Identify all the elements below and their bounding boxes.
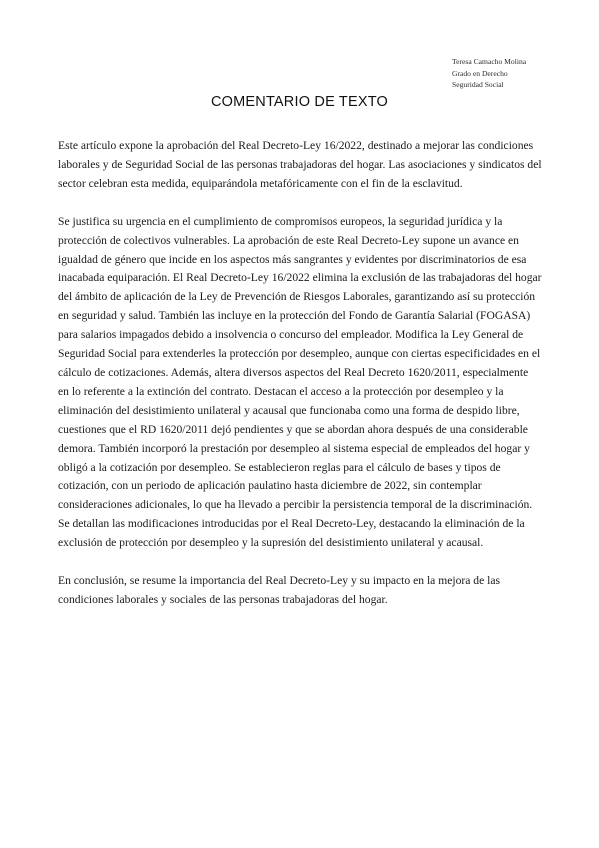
- subject-name: Seguridad Social: [452, 80, 504, 89]
- paragraph-intro: Este artículo expone la aprobación del Real Decreto-Ley 16/2022, destinado a mejorar las condiciones laborales y de Seguridad Social de las personas trabajadoras del hogar. Las asociaciones y sindicatos del sector celebran esta medida, equiparándola metafóricamente con el fin de la esclavitud.: [58, 139, 542, 190]
- author-name: Teresa Camacho Molina: [452, 57, 527, 66]
- paragraph-conclusion: En conclusión, se resume la importancia del Real Decreto-Ley y su impacto en la mejora de las condiciones laborales y sociales de las personas trabajadoras del hogar.: [58, 574, 501, 606]
- paragraph-main: Se justifica su urgencia en el cumplimiento de compromisos europeos, la seguridad jurídica y la protección de colectivos vulnerables. La aprobación de este Real Decreto-Ley supone un avance en igualdad de género que incide en los aspectos más sangrantes y evidentes por discriminatorios de esa inacabada equiparación. El Real Decreto-Ley 16/2022 elimina la exclusión de las trabajadoras del hogar del ámbito de aplicación de la Ley de Prevención de Riesgos Laborales, garantizando así su protección en seguridad y salud. También las incluye en la protección del Fondo de Garantía Salarial (FOGASA) para salarios impagados debido a insolvencia o concurso del empleador. Modifica la Ley General de Seguridad Social para extenderles la protección por desempleo, aunque con ciertas especificidades en el cálculo de cotizaciones. Además, altera diversos aspectos del Real Decreto 1620/2011, especialmente en lo referente a la extinción del contrato. Destacan el acceso a la protección por desempleo y la eliminación del desistimiento unilateral y acausal que funcionaba como una forma de despido libre, cuestiones que el RD 1620/2011 dejó pendientes y que se abordan ahora después de una considerable demora. También incorporó la prestación por desempleo al sistema especial de empleados del hogar y obligó a la cotización por desempleo. Se establecieron reglas para el cálculo de bases y tipos de cotización, con un periodo de aplicación paulatino hasta diciembre de 2022, sin contemplar consideraciones adicionales, lo que ha llevado a percibir la persistencia temporal de la discriminación. Se detallan las modificaciones introducidas por el Real Decreto-Ley, destacando la eliminación de la exclusión de protección por desempleo y la supresión del desistimiento unilateral y acausal.: [58, 214, 542, 550]
- author-info-block: [452, 56, 526, 91]
- document-title: COMENTARIO DE TEXTO: [210, 94, 388, 110]
- degree-name: Grado en Derecho: [452, 68, 508, 78]
- document-body: [58, 137, 542, 629]
